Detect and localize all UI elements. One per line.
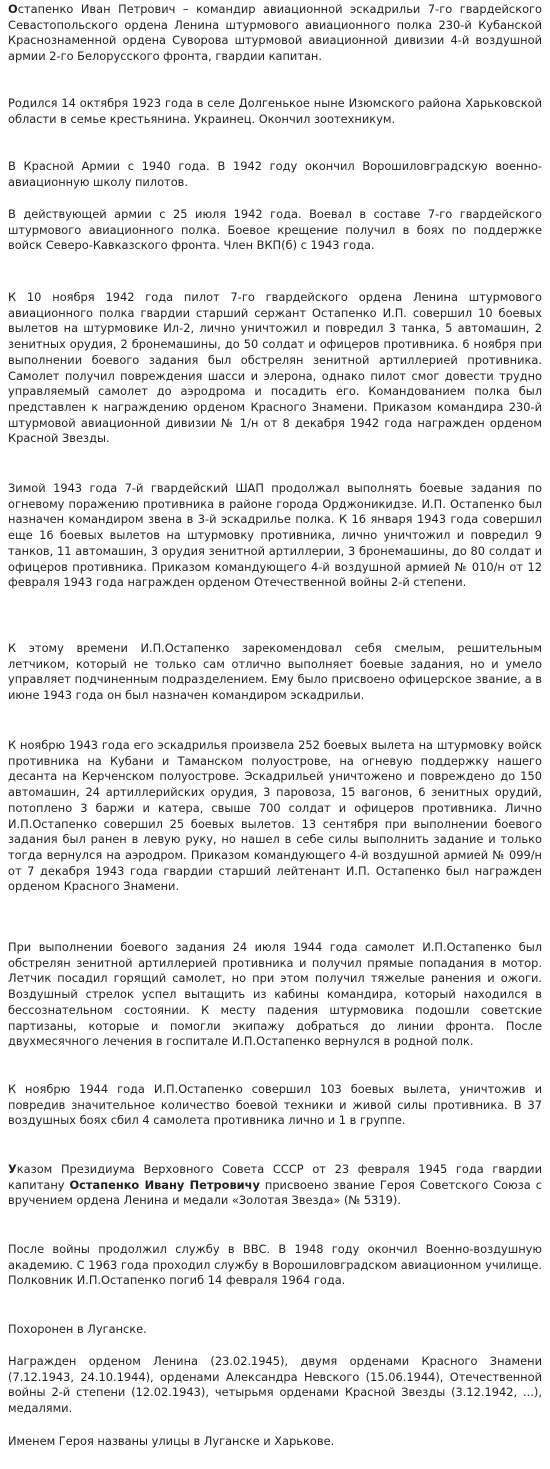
paragraph-november-1943: К ноябрю 1943 года его эскадрилья произвела 252 боевых вылета на штурмовку войск противника на Кубани и Таманском полуострове, на огневую поддержку нашего десанта на Керченском полуострове. Эскадрильей уничтожено и повреждено до 150 автомашин, 24 артиллерийских орудия, 3 паровоза, 15 вагонов, 6 зенитных орудий, потоплено 3 баржи и катера, свыше 700 солдат и офицеров противника. Лично И.П.Остапенко совершил 25 боевых вылетов. 13 сентября при выполнении боевого задания был ранен в левую руку, но нашел в себе силы выполнить задание и только тогда вернулся на аэродром. Приказом командующего 4-й воздушной армией № 099/н от 7 декабря 1943 года гвардии старший лейтенант И.П. Остапенко был награжден орденом Красного Знамени. xyxy=(8,738,542,894)
paragraph-squadron-commander: К этому времени И.П.Остапенко зарекомендовал себя смелым, решительным летчиком, который не только сам отлично выполняет боевые задания, но и умело управляет подчиненным подразделением. Ему было присвоено офицерское звание, а в июне 1943 года он был назначен командиром эскадрильи. xyxy=(8,641,542,703)
drop-letter: О xyxy=(8,2,18,16)
paragraph-november-1944: К ноябрю 1944 года И.П.Остапенко совершил 103 боевых вылета, уничтожив и повредив значительное количество боевой техники и живой силы противника. В 37 воздушных боях сбил 4 самолета противника лично и 1 в группе. xyxy=(8,1082,542,1128)
paragraph-birth: Родился 14 октября 1923 года в селе Долгенькое ныне Изюмского района Харьковской области в семье крестьянина. Украинец. Окончил зоотехникум. xyxy=(8,96,542,126)
paragraph-text: казом Президиума Верховного Совета СССР от 23 февраля 1945 года гвардии капитану xyxy=(8,1162,542,1192)
paragraph-text: стапенко Иван Петрович – командир авиационной эскадрильи 7-го гвардейского Севастопольского ордена Ленина штурмового авиационного полка 230-й Кубанской Краснознаменной ордена Суворова штурмовой авиационной дивизии 4-й воздушной армии 2-го Белорусского фронта, гвардии капитан. xyxy=(8,2,542,64)
drop-letter: У xyxy=(8,1162,17,1176)
paragraph-winter-1943: Зимой 1943 года 7-й гвардейский ШАП продолжал выполнять боевые задания по огневому поражению противника в районе города Орджоникидзе. И.П. Остапенко был назначен командиром звена в 3-й эскадрилье полка. К 16 января 1943 года совершил еще 16 боевых вылетов на штурмовку противника, лично уничтожил и повредил 9 танков, 11 автомашин, 3 орудия зенитной артиллерии, 3 бронемашины, до 80 солдат и офицеров противника. Приказом командующего 4-й воздушной армией № 010/н от 12 февраля 1943 года награжден орденом Отечественной войны 2-й степени. xyxy=(8,481,542,590)
paragraph-july-1944: При выполнении боевого задания 24 июля 1944 года самолет И.П.Остапенко был обстрелян зенитной артиллерией противника и получил прямые попадания в мотор. Летчик посадил горящий самолет, но при этом получил тяжелые ранения и ожоги. Воздушный стрелок успел вытащить из кабины командира, который находился в бессознательном состоянии. К месту падения штурмовика подошли советские партизаны, которые и помогли экипажу добраться до линии фронта. После двухмесячного лечения в госпитале И.П.Остапенко вернулся в родной полк. xyxy=(8,940,542,1049)
hero-name: Остапенко Ивану Петровичу xyxy=(69,1177,260,1192)
paragraph-1942: К 10 ноября 1942 года пилот 7-го гвардейского ордена Ленина штурмового авиационного полка гвардии старший сержант Остапенко И.П. совершил 10 боевых вылетов на штурмовике Ил-2, лично уничтожил и повредил 3 танка, 5 автомашин, 2 зенитных орудия, 2 бронемашины, до 50 солдат и офицеров противника. 6 ноября при выполнении боевого задания был обстрелян зенитной артиллерией противника. Самолет получил повреждения шасси и элерона, однако пилот смог довести трудно управляемый самолет до аэродрома и посадить его. Командованием полка был представлен к награждению орденом Красного Знамени. Приказом командира 230-й штурмовой авиационной дивизии № 1/н от 8 декабря 1942 года награжден орденом Красной Звезды. xyxy=(8,290,542,446)
paragraph-postwar: После войны продолжил службу в ВВС. В 1948 году окончил Военно-воздушную академию. С 1963 года проходил службу в Ворошиловградском авиационном училище. Полковник И.П.Остапенко погиб 14 февраля 1964 года. xyxy=(8,1242,542,1288)
paragraph-awards: Награжден орденом Ленина (23.02.1945), двумя орденами Красного Знамени (7.12.1943, 24.10.1944), орденами Александра Невского (15.06.1944), Отечественной войны 2-й степени (12.02.1943), четырьмя орденами Красной Звезды (3.12.1942, ...), медалями. xyxy=(8,1354,542,1416)
paragraph-hero-decree xyxy=(8,1162,542,1209)
paragraph-service-start: В Красной Армии с 1940 года. В 1942 году окончил Ворошиловградскую военно-авиационную школу пилотов. xyxy=(8,159,542,189)
paragraph-memory: Именем Героя названы улицы в Луганске и Харькове. xyxy=(8,1434,335,1448)
paragraph-active-army: В действующей армии с 25 июля 1942 года. Воевал в составе 7-го гвардейского штурмового авиационного полка. Боевое крещение получил в боях по поддержке войск Северо-Кавказского фронта. Член ВКП(б) с 1943 года. xyxy=(8,207,542,253)
paragraph-text: присвоено звание Героя Советского Союза с вручением ордена Ленина и медали «Золотая Звезда» (№ 5319). xyxy=(8,1177,542,1208)
paragraph-burial: Похоронен в Луганске. xyxy=(8,1322,147,1336)
paragraph-intro xyxy=(8,2,542,65)
